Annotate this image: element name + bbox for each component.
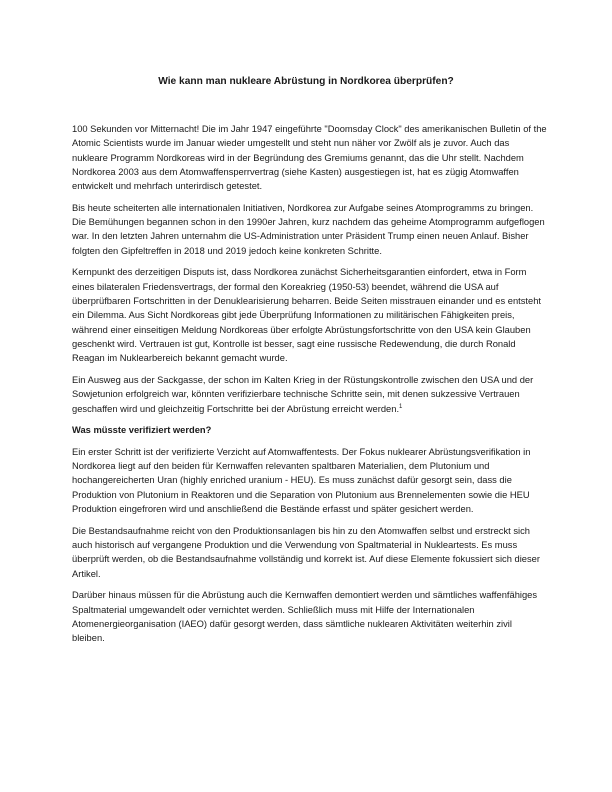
section-heading: Was müsste verifiziert werden? (72, 425, 212, 436)
body-paragraph: Bis heute scheiterten alle internationalen Initiativen, Nordkorea zur Aufgabe seines Atomprogramms zu bringen. Die Bemühungen begannen schon in den 1990er Jahren, kurz nachdem das geheime Atomprogramm aufgeflogen war. In den letzten Jahren unternahm die US-Administration unter Präsident Trump einen neuen Anlauf. Bisher folgten den Gipfeltreffen in 2018 und 2019 jedoch keine konkreten Schritte. (72, 202, 545, 256)
section-paragraph: Darüber hinaus müssen für die Abrüstung auch die Kernwaffen demontiert werden und sämtliches waffenfähiges Spaltmaterial umgewandelt oder vernichtet werden. Schließlich muss mit Hilfe der Internationalen Atomenergieorganisation (IAEO) dafür gesorgt werden, dass sämtliche nuklearen Aktivitäten weiterhin zivil bleiben. (72, 590, 538, 644)
footnote-marker[interactable]: 1 (399, 403, 403, 410)
document-body (72, 122, 547, 653)
body-paragraph-text: Ein Ausweg aus der Sackgasse, der schon im Kalten Krieg in der Rüstungskontrolle zwischen den USA und der Sowjetunion erfolgreich war, könnten verifizierbare technische Schritte sein, mit denen sukzessive Vertrauen geschaffen wird und gleichzeitig Fortschritte bei der Abrüstung erreicht werden. (72, 374, 534, 414)
body-paragraph: 100 Sekunden vor Mitternacht! Die im Jahr 1947 eingeführte "Doomsday Clock" des amerikanischen Bulletin of the Atomic Scientists wurde im Januar wieder umgestellt und steht nun näher vor Zwölf als je zuvor. Auch das nukleare Programm Nordkoreas wird in der Begründung des Gremiums genannt, das die Uhr stellt. Nachdem Nordkorea 2003 aus dem Atomwaffensperrvertrag (siehe Kasten) ausgestiegen ist, hat es zügig Atomwaffen entwickelt und mehrfach unterirdisch getestet. (72, 124, 547, 192)
document-title: Wie kann man nukleare Abrüstung in Nordkorea überprüfen? (158, 76, 454, 87)
body-paragraph: Kernpunkt des derzeitigen Disputs ist, dass Nordkorea zunächst Sicherheitsgarantien einfordert, etwa in Form eines bilateralen Friedensvertrags, der formal den Koreakrieg (1950-53) beendet, während die USA auf überprüfbaren Fortschritten in der Denuklearisierung beharren. Beide Seiten misstrauen einander und es entsteht ein Dilemma. Aus Sicht Nordkoreas gibt jede Überprüfung Informationen zu militärischen Fähigkeiten preis, während einer einseitigen Meldung Nordkoreas über erfolgte Abrüstungsfortschritte von den USA kein Glauben geschenkt wird. Vertrauen ist gut, Kontrolle ist besser, sagt eine russische Redewendung, die durch Ronald Reagan im Nuklearbereich bekannt gemacht wurde. (72, 267, 542, 364)
section-paragraph: Die Bestandsaufnahme reicht von den Produktionsanlagen bis hin zu den Atomwaffen selbst und erstreckt sich auch historisch auf vergangene Produktion und die Verwendung von Spaltmaterial in Nukleartests. Es muss überprüft werden, ob die Bestandsaufnahme vollständig und korrekt ist. Auf diese Elemente fokussiert sich dieser Artikel. (72, 525, 540, 579)
body-paragraph-with-footnote (72, 373, 547, 416)
section-paragraph: Ein erster Schritt ist der verifizierte Verzicht auf Atomwaffentests. Der Fokus nuklearer Abrüstungsverifikation in Nordkorea liegt auf den beiden für Kernwaffen relevanten spaltbaren Materialien, dem Plutonium und hochangereicherten Uran (highly enriched uranium - HEU). Es muss zunächst dafür gesorgt sein, dass die Produktion von Plutonium in Reaktoren und die Separation von Plutonium aus Brennelementen sowie die HEU Produktion eingefroren wird und anschließend die Bestände erfasst und später gesichert werden. (72, 446, 531, 515)
